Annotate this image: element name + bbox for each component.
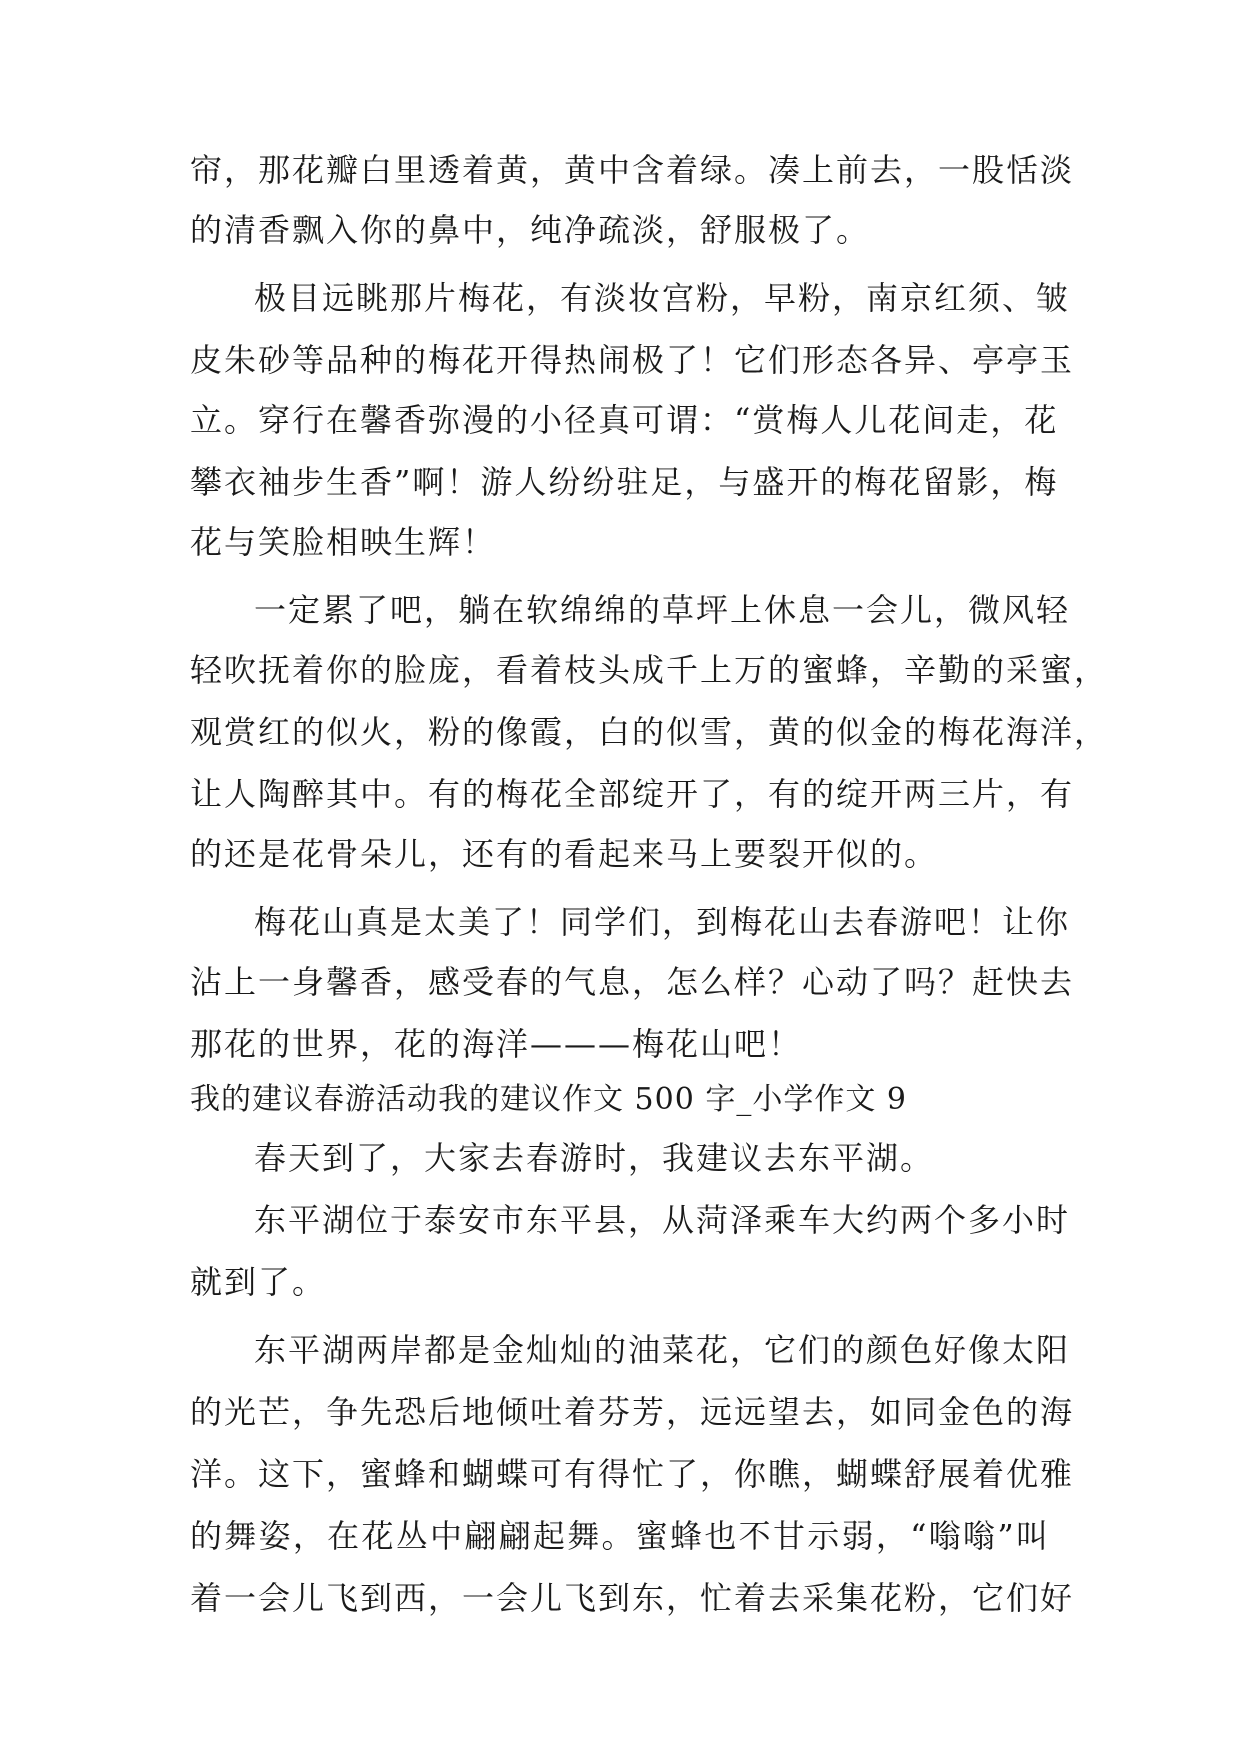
text-line: 立。穿行在馨香弥漫的小径真可谓：“赏梅人儿花间走，花 — [190, 401, 1059, 439]
text-line: 那花的世界，花的海洋———梅花山吧！ — [190, 1025, 803, 1063]
text-line: 就到了。 — [190, 1263, 327, 1301]
text-line: 帘，那花瓣白里透着黄，黄中含着绿。凑上前去，一股恬淡 — [190, 151, 1075, 189]
text-line: 着一会儿飞到西，一会儿飞到东，忙着去采集花粉，它们好 — [190, 1579, 1075, 1617]
text-line: 让人陶醉其中。有的梅花全部绽开了，有的绽开两三片，有 — [190, 775, 1075, 813]
text-line: 观赏红的似火，粉的像霞，白的似雪，黄的似金的梅花海洋， — [190, 713, 1109, 751]
text-line: 的还是花骨朵儿，还有的看起来马上要裂开似的。 — [190, 835, 939, 873]
text-line: 沾上一身馨香，感受春的气息，怎么样？心动了吗？赶快去 — [190, 963, 1075, 1001]
article-heading: 我的建议春游活动我的建议作文 500 字_小学作文 9 — [190, 1082, 907, 1117]
paragraph-start-line: 春天到了，大家去春游时，我建议去东平湖。 — [254, 1139, 935, 1177]
text-line: 的清香飘入你的鼻中，纯净疏淡，舒服极了。 — [190, 211, 871, 249]
text-line: 攀衣袖步生香”啊！游人纷纷驻足，与盛开的梅花留影，梅 — [190, 463, 1059, 501]
text-line: 洋。这下，蜜蜂和蝴蝶可有得忙了，你瞧，蝴蝶舒展着优雅 — [190, 1455, 1075, 1493]
text-line: 皮朱砂等品种的梅花开得热闹极了！它们形态各异、亭亭玉 — [190, 341, 1075, 379]
text-line: 轻吹抚着你的脸庞，看着枝头成千上万的蜜蜂，辛勤的采蜜， — [190, 651, 1109, 689]
text-line: 的光芒，争先恐后地倾吐着芬芳，远远望去，如同金色的海 — [190, 1393, 1075, 1431]
paragraph-start-line: 东平湖位于泰安市东平县，从菏泽乘车大约两个多小时 — [254, 1201, 1071, 1239]
text-line: 花与笑脸相映生辉！ — [190, 523, 497, 561]
text-line: 的舞姿，在花丛中翩翩起舞。蜜蜂也不甘示弱，“嗡嗡”叫 — [190, 1517, 1050, 1555]
paragraph-start-line: 梅花山真是太美了！同学们，到梅花山去春游吧！让你 — [254, 903, 1071, 941]
paragraph-start-line: 一定累了吧，躺在软绵绵的草坪上休息一会儿，微风轻 — [254, 591, 1071, 629]
paragraph-start-line: 东平湖两岸都是金灿灿的油菜花，它们的颜色好像太阳 — [254, 1331, 1071, 1369]
paragraph-start-line: 极目远眺那片梅花，有淡妆宫粉，早粉，南京红须、皱 — [254, 279, 1071, 317]
